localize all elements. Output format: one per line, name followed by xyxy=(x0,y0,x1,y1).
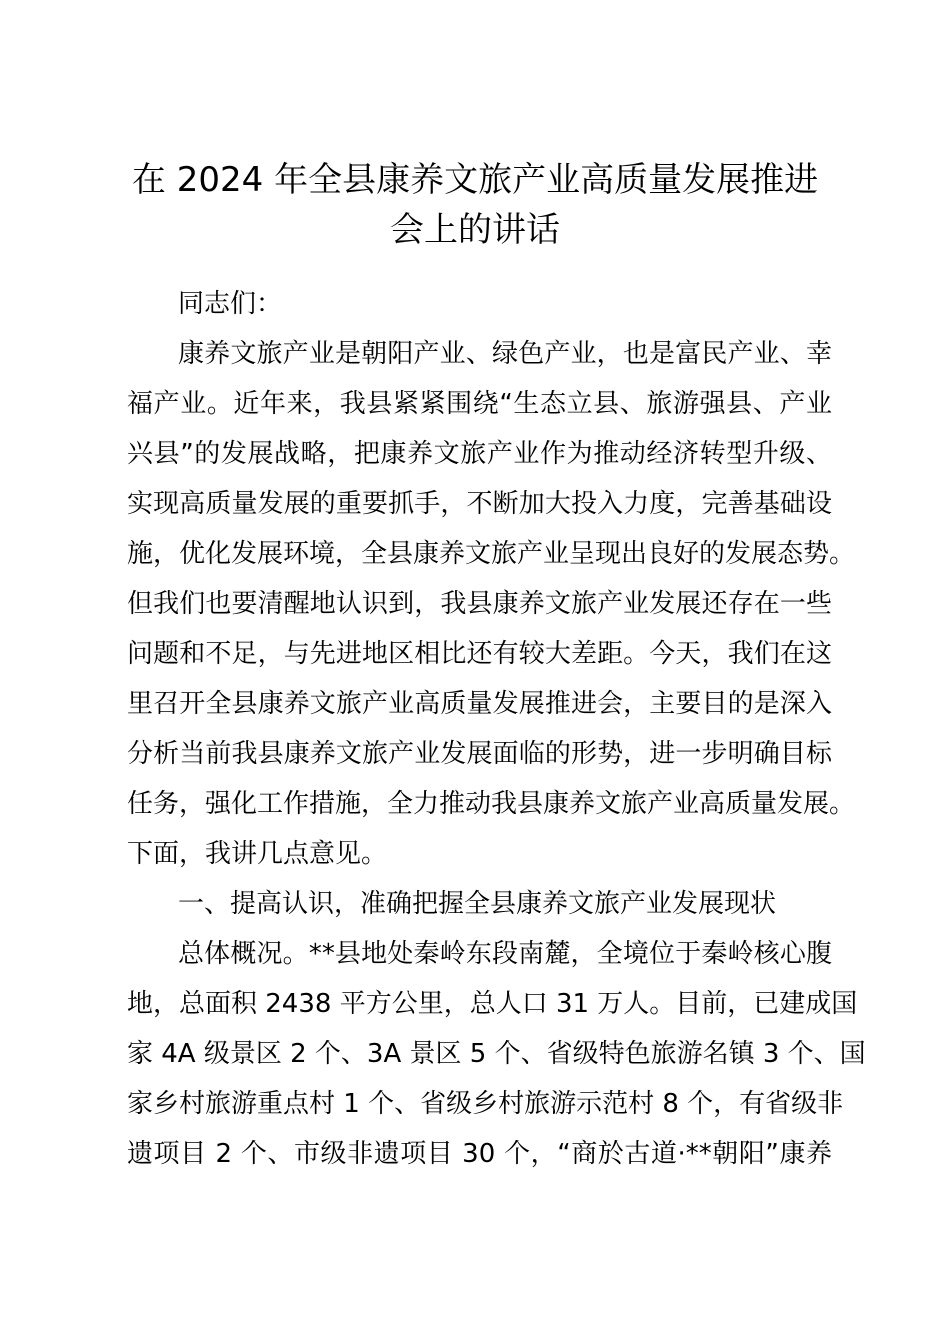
section-heading: 一、提高认识，准确把握全县康养文旅产业发展现状 xyxy=(178,889,777,919)
paragraph-line: 康养文旅产业是朝阳产业、绿色产业，也是富民产业、幸 xyxy=(178,339,832,369)
paragraph-line: 任务，强化工作措施，全力推动我县康养文旅产业高质量发展。 xyxy=(127,789,856,819)
document-title-line-2: 会上的讲话 xyxy=(390,210,560,250)
paragraph-line: 施，优化发展环境，全县康养文旅产业呈现出良好的发展态势。 xyxy=(127,539,856,569)
paragraph-line: 分析当前我县康养文旅产业发展面临的形势，进一步明确目标 xyxy=(127,739,832,769)
salutation: 同志们： xyxy=(178,289,283,319)
paragraph-line: 问题和不足，与先进地区相比还有较大差距。今天，我们在这 xyxy=(127,639,832,669)
paragraph-line: 下面，我讲几点意见。 xyxy=(127,839,388,869)
paragraph-line: 总体概况。**县地处秦岭东段南麓，全境位于秦岭核心腹 xyxy=(178,939,832,969)
paragraph-line: 里召开全县康养文旅产业高质量发展推进会，主要目的是深入 xyxy=(127,689,832,719)
paragraph-line: 遗项目 2 个、市级非遗项目 30 个，“商於古道·**朝阳”康养 xyxy=(127,1139,832,1169)
paragraph-line: 地，总面积 2438 平方公里，总人口 31 万人。目前，已建成国 xyxy=(127,989,858,1019)
paragraph-line: 兴县”的发展战略，把康养文旅产业作为推动经济转型升级、 xyxy=(127,439,832,469)
paragraph-line: 家 4A 级景区 2 个、3A 景区 5 个、省级特色旅游名镇 3 个、国 xyxy=(127,1039,866,1069)
paragraph-line: 但我们也要清醒地认识到，我县康养文旅产业发展还存在一些 xyxy=(127,589,832,619)
paragraph-line: 福产业。近年来，我县紧紧围绕“生态立县、旅游强县、产业 xyxy=(127,389,832,419)
paragraph-line: 实现高质量发展的重要抓手，不断加大投入力度，完善基础设 xyxy=(127,489,832,519)
paragraph-line: 家乡村旅游重点村 1 个、省级乡村旅游示范村 8 个，有省级非 xyxy=(127,1089,844,1119)
document-title-line-1: 在 2024 年全县康养文旅产业高质量发展推进 xyxy=(131,160,819,200)
